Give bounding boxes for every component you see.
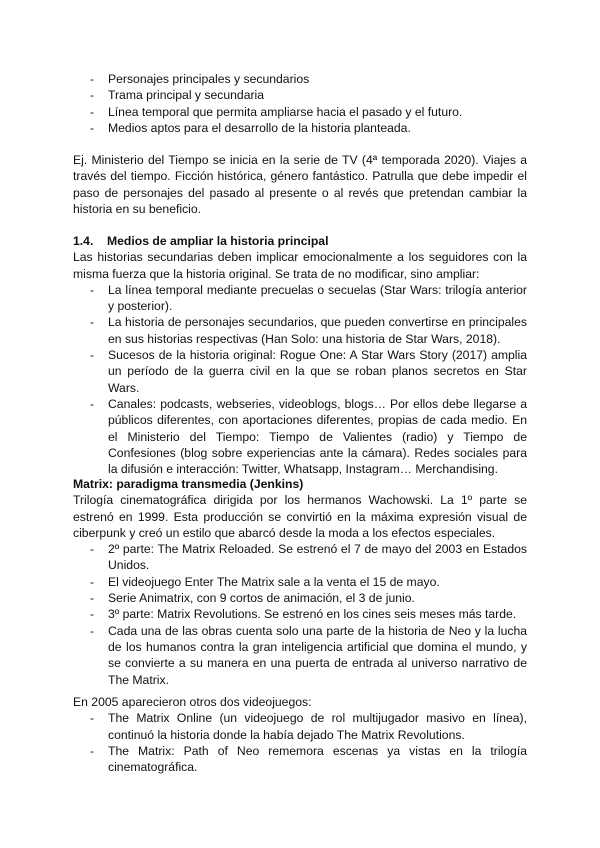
list-item: - Trama principal y secundaria — [73, 87, 527, 103]
games-list — [73, 710, 527, 775]
section-1-4 — [73, 233, 527, 477]
example-paragraph: Ej. Ministerio del Tiempo se inicia en la serie de TV (4ª temporada 2020). Viajes a través del tiempo. Ficción histórica, género fantástico. Patrulla que debe impedir el paso de personajes del pasado al presente o al revés que pretendan cambiar la historia en su beneficio. — [73, 153, 527, 216]
section-intro: Las historias secundarias deben implicar emocionalmente a los seguidores con la misma fuerza que la historia original. Se trata de no modificar, sino ampliar: — [73, 250, 527, 281]
section-number: 1.4. — [73, 234, 94, 248]
games-2005-section — [73, 694, 527, 775]
list-item: - Cada una de las obras cuenta solo una parte de la historia de Neo y la lucha de los humanos contra la gran inteligencia artificial que domina el mundo, y se convierte a su manera en una puerta de entrada al universo narrativo de The Matrix. — [73, 623, 527, 688]
list-item: - Medios aptos para el desarrollo de la historia planteada. — [73, 120, 527, 136]
list-item: - La línea temporal mediante precuelas o secuelas (Star Wars: trilogía anterior y posterior). — [73, 282, 527, 315]
section-title: Medios de ampliar la historia principal — [107, 234, 329, 248]
features-list-block — [73, 71, 527, 136]
list-item: - El videojuego Enter The Matrix sale a la venta el 15 de mayo. — [73, 574, 527, 590]
matrix-section — [73, 476, 527, 688]
list-item: - Línea temporal que permita ampliarse hacia el pasado y el futuro. — [73, 104, 527, 120]
example-paragraph-block — [73, 152, 527, 217]
list-item: - Canales: podcasts, webseries, videoblogs, blogs… Por ellos debe llegarse a públicos diferentes, con aportaciones diferentes, propias de cada medio. En el Ministerio del Tiempo: Tiempo de Valientes (radio) y Tiempo de Confesiones (blog sobre experiencias ante la cámara). Redes sociales para la difusión e interacción: Twitter, Whatsapp, Instagram… Merchandising. — [73, 396, 527, 477]
section-list — [73, 282, 527, 478]
games-intro: En 2005 aparecieron otros dos videojuegos: — [73, 695, 312, 709]
list-item: - Serie Animatrix, con 9 cortos de animación, el 3 de junio. — [73, 590, 527, 606]
matrix-intro: Trilogía cinematográfica dirigida por los hermanos Wachowski. La 1º parte se estrenó en 1999. Esta producción se convirtió en la máxima expresión visual de ciberpunk y creó un estilo que abarcó desde la moda a los efectos especiales. — [73, 493, 527, 540]
list-item: - Sucesos de la historia original: Rogue One: A Star Wars Story (2017) amplia un período de la guerra civil en la que se roban planos secretos en Star Wars. — [73, 347, 527, 396]
section-heading — [73, 233, 527, 249]
list-item: - The Matrix Online (un videojuego de rol multijugador masivo en línea), continuó la historia donde la había dejado The Matrix Revolutions. — [73, 710, 527, 743]
list-item: - 2º parte: The Matrix Reloaded. Se estrenó el 7 de mayo del 2003 en Estados Unidos. — [73, 541, 527, 574]
list-item: - 3º parte: Matrix Revolutions. Se estrenó en los cines seis meses más tarde. — [73, 606, 527, 622]
list-item: - Personajes principales y secundarios — [73, 71, 527, 87]
list-item: - La historia de personajes secundarios, que pueden convertirse en principales en sus historias respectivas (Han Solo: una historia de Star Wars, 2018). — [73, 314, 527, 347]
matrix-heading: Matrix: paradigma transmedia (Jenkins) — [73, 477, 304, 491]
matrix-list — [73, 541, 527, 688]
features-list — [73, 71, 527, 136]
list-item: - The Matrix: Path of Neo rememora escenas ya vistas en la trilogía cinematográfica. — [73, 743, 527, 776]
